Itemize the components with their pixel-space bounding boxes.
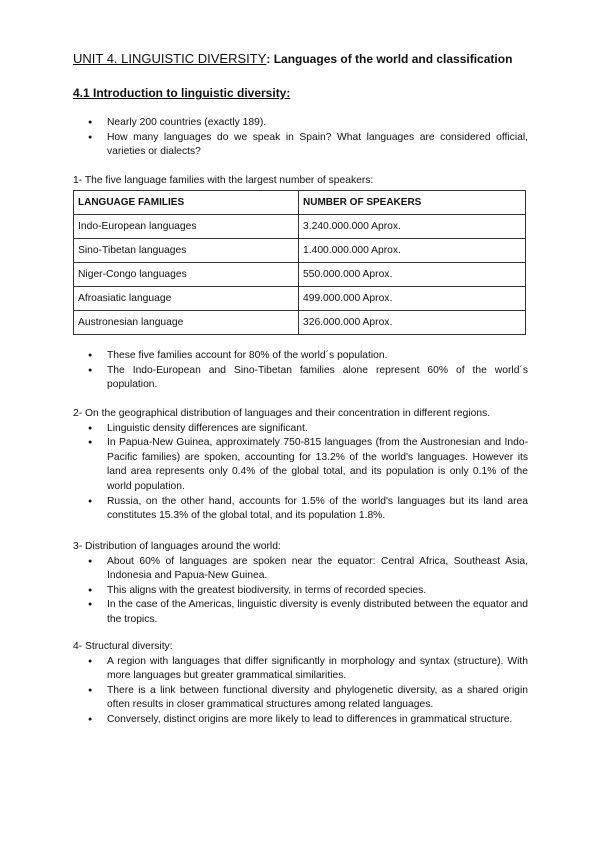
- list-item: ● These five families account for 80% of the world´s population.: [73, 349, 528, 364]
- table-header-row: [74, 191, 526, 215]
- unit-title-main: UNIT 4. LINGUISTIC DIVERSITY: [73, 51, 267, 66]
- list-item: ● This aligns with the greatest biodiversity, in terms of recorded species.: [73, 584, 528, 599]
- point2: [73, 407, 528, 524]
- table-row: [74, 311, 526, 335]
- intro-list: [73, 116, 528, 160]
- point4: [73, 640, 528, 728]
- list-item: ● There is a link between functional diversity and phylogenetic diversity, as a shared origin often results in closer grammatical structures among related languages.: [73, 684, 528, 713]
- section-heading: 4.1 Introduction to linguistic diversity:: [73, 86, 291, 100]
- column-header: LANGUAGE FAMILIES: [74, 191, 299, 215]
- point3-heading: 3- Distribution of languages around the world:: [73, 541, 281, 552]
- list-item: ● The Indo-European and Sino-Tibetan families alone represent 60% of the world´s population.: [73, 364, 528, 393]
- table-cell: Austronesian language: [74, 311, 299, 335]
- point4-heading: 4- Structural diversity:: [73, 641, 173, 652]
- point1-list: [73, 349, 528, 393]
- unit-title: [73, 51, 512, 66]
- list-item: ● Linguistic density differences are significant.: [73, 422, 528, 437]
- table-cell: 499.000.000 Aprox.: [299, 287, 526, 311]
- table-cell: Niger-Congo languages: [74, 263, 299, 287]
- list-item: ● A region with languages that differ significantly in morphology and syntax (structure). With more languages but greater grammatical similarities.: [73, 655, 528, 684]
- language-families-table: [73, 190, 526, 335]
- list-item: ● How many languages do we speak in Spain? What languages are considered official, varieties or dialects?: [73, 131, 528, 160]
- table-cell: Sino-Tibetan languages: [74, 239, 299, 263]
- table-cell: 550.000.000 Aprox.: [299, 263, 526, 287]
- table-cell: 326.000.000 Aprox.: [299, 311, 526, 335]
- point2-heading: 2- On the geographical distribution of languages and their concentration in different regions.: [73, 408, 491, 419]
- table-row: [74, 239, 526, 263]
- point3: [73, 540, 528, 628]
- column-header: NUMBER OF SPEAKERS: [299, 191, 526, 215]
- point1-heading: 1- The five language families with the largest number of speakers:: [73, 175, 374, 186]
- table-row: [74, 287, 526, 311]
- list-item: ● In the case of the Americas, linguistic diversity is evenly distributed between the equator and the tropics.: [73, 598, 528, 627]
- table-row: [74, 263, 526, 287]
- table-row: [74, 215, 526, 239]
- list-item: ● About 60% of languages are spoken near the equator: Central Africa, Southeast Asia, Indonesia and Papua-New Guinea.: [73, 555, 528, 584]
- list-item: ● Nearly 200 countries (exactly 189).: [73, 116, 528, 131]
- list-item: ● Russia, on the other hand, accounts for 1.5% of the world's languages but its land area constitutes 15.3% of the global total, and its population 1.8%.: [73, 495, 528, 524]
- table-cell: Indo-European languages: [74, 215, 299, 239]
- list-item: ● Conversely, distinct origins are more likely to lead to differences in grammatical structure.: [73, 713, 528, 728]
- table-cell: 3.240.000.000 Aprox.: [299, 215, 526, 239]
- table-cell: Afroasiatic language: [74, 287, 299, 311]
- list-item: ● In Papua-New Guinea, approximately 750-815 languages (from the Austronesian and Indo-Pacific families) are spoken, accounting for 13.2% of the world's languages. However its land area represents only 0.4% of the global total, and its population is only 0.1% of the world population.: [73, 436, 528, 494]
- unit-title-subtitle: : Languages of the world and classification: [266, 52, 513, 66]
- table-cell: 1.400.000.000 Aprox.: [299, 239, 526, 263]
